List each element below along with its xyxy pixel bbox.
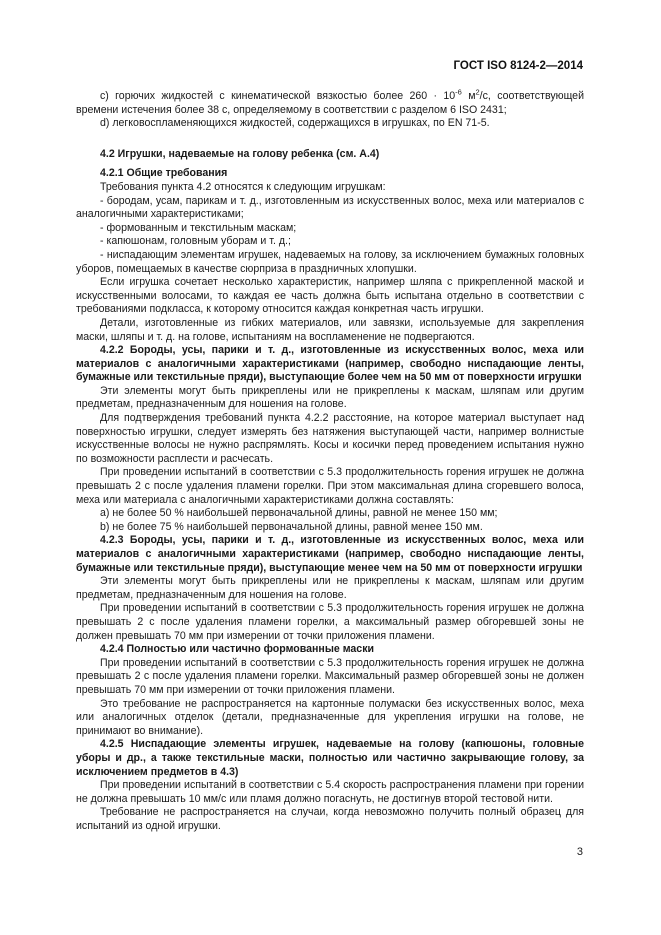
- standard-code-header: ГОСТ ISO 8124-2—2014: [453, 60, 583, 72]
- document-body: [76, 87, 584, 833]
- section-4-2-3-heading: 4.2.3 Бороды, усы, парики и т. д., изготовленные из искусственных волос, меха или материалов с аналогичными характеристиками (например, свободно ниспадающие ленты, бумажные или текстильные пряди), выступающие менее чем на 50 мм от поверхности игрушки: [76, 534, 584, 574]
- list-item: а) не более 50 % наибольшей первоначальной длины, равной не менее 150 мм;: [100, 507, 498, 520]
- section-4-2-2-heading: 4.2.2 Бороды, усы, парики и т. д., изготовленные из искусственных волос, меха или материалов с аналогичными характеристиками (например, свободно ниспадающие ленты, бумажные или текстильные пряди), выступающие более чем на 50 мм от поверхности игрушки: [76, 344, 584, 384]
- list-item: - бородам, усам, парикам и т. д., изготовленным из искусственных волос, меха или материалов с аналогичными характеристиками;: [76, 194, 584, 221]
- paragraph: При проведении испытаний в соответствии с 5.4 скорость распространения пламени при горении не должна превышать 10 мм/с или пламя должно погаснуть, не достигнув второй тестовой нити.: [76, 779, 584, 805]
- section-4-2-5-heading: 4.2.5 Ниспадающие элементы игрушек, надеваемые на голову (капюшоны, головные уборы и др., а также текстильные маски, полностью или частично закрывающие голову, за исключением предметов в 4.3): [76, 738, 584, 778]
- section-4-2-1-heading: 4.2.1 Общие требования: [100, 167, 228, 180]
- item-c: c) горючих жидкостей с кинематической вязкостью более $260 \cdot 10^{-6}$ $м^2/с$, соответствующей времени истечения более 38 с, определяемому в соответствии с разделом 6 ISO 2431;: [76, 87, 584, 116]
- list-item: b) не более 75 % наибольшей первоначальной длины, равной менее 150 мм.: [100, 520, 483, 533]
- list-item: - капюшонам, головным уборам и т. д.;: [100, 235, 291, 248]
- paragraph: При проведении испытаний в соответствии с 5.3 продолжительность горения игрушек не должна превышать 2 с после удаления пламени горелки, а максимальный размер обгоревшей зоны не должен превышать 70 мм при измерении от точки приложения пламени.: [76, 602, 584, 642]
- section-4-2-heading: 4.2 Игрушки, надеваемые на голову ребенка (см. А.4): [100, 147, 380, 160]
- paragraph: При проведении испытаний в соответствии с 5.3 продолжительность горения игрушек не должна превышать 2 с после удаления пламени горелки. При этом максимальная длина сгоревшего волоса, меха или материала с аналогичными характеристиками должна составлять:: [76, 466, 584, 506]
- paragraph: Детали, изготовленные из гибких материалов, или завязки, используемые для закрепления маски, шляпы и т. д. на голове, испытаниям на воспламенение не подвергаются.: [76, 316, 584, 343]
- section-4-2-4-heading: 4.2.4 Полностью или частично формованные маски: [100, 643, 375, 656]
- list-item: - ниспадающим элементам игрушек, надеваемых на голову, за исключением бумажных головных уборов, помещаемых в качестве сюрприза в праздничных хлопушки.: [76, 248, 584, 275]
- page-number: 3: [576, 846, 583, 858]
- paragraph: При проведении испытаний в соответствии с 5.3 продолжительность горения игрушек не должна превышать 2 с после удаления пламени горелки. Максимальный размер обгоревшей зоны не должен превышать 70 мм при измерении от точки приложения пламени.: [76, 656, 584, 696]
- list-item: - формованным и текстильным маскам;: [100, 221, 297, 234]
- item-d: d) легковоспламеняющихся жидкостей, содержащихся в игрушках, по EN 71-5.: [100, 117, 490, 130]
- paragraph: Для подтверждения требований пункта 4.2.2 расстояние, на которое материал выступает над поверхностью игрушки, следует измерять без натяжения выступающей части, например волнистые искусственные волосы не нужно распрямлять. Косы и косички перед проведением испытания нужно по возможности расплести и расчесать.: [76, 412, 584, 465]
- paragraph: Эти элементы могут быть прикреплены или не прикреплены к маскам, шляпам или другим предметам, предназначенным для ношения на голове.: [76, 384, 584, 411]
- paragraph: Эти элементы могут быть прикреплены или не прикреплены к маскам, шляпам или другим предметам, предназначенным для ношения на голове.: [76, 575, 584, 601]
- paragraph: Требование не распространяется на случаи, когда невозможно получить полный образец для испытаний из одной игрушки.: [76, 806, 584, 832]
- paragraph: Требования пункта 4.2 относятся к следующим игрушкам:: [100, 180, 386, 193]
- paragraph: Если игрушка сочетает несколько характеристик, например шляпа с прикрепленной маской и искусственными волосами, то каждая ее часть должна быть испытана отдельно в соответствии с требованиями подкласса, к которому относится каждая конкретная часть игрушки.: [76, 276, 584, 316]
- paragraph: Это требование не распространяется на картонные полумаски без искусственных волос, меха или аналогичных отделок (детали, предназначенные для укрепления игрушки на голове, не принимают во внимание).: [76, 697, 584, 737]
